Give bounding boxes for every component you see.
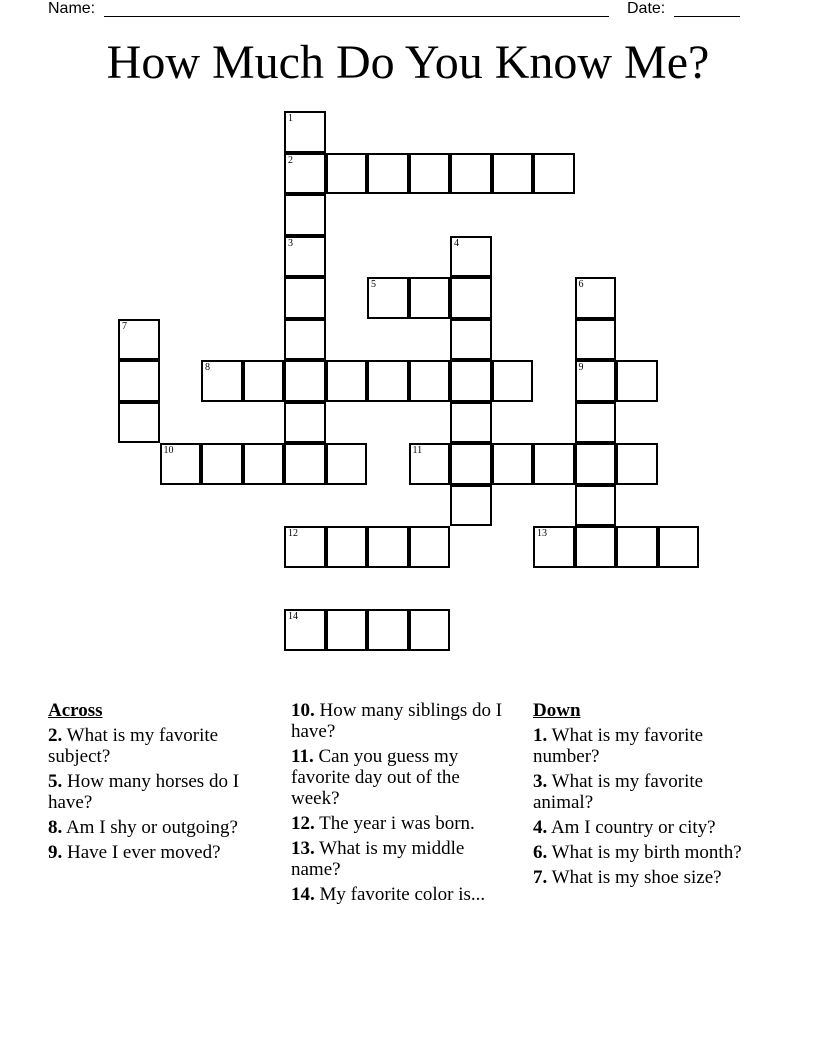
crossword-cell[interactable] <box>575 277 617 319</box>
clue-number-label: 14 <box>288 611 298 622</box>
crossword-cell[interactable] <box>284 319 326 361</box>
down-clues-column <box>533 700 748 892</box>
crossword-cell[interactable] <box>243 443 285 485</box>
crossword-cell[interactable] <box>575 402 617 444</box>
crossword-cell[interactable] <box>616 526 658 568</box>
crossword-cell[interactable] <box>367 609 409 651</box>
crossword-cell[interactable] <box>118 319 160 361</box>
clue-number-label: 13 <box>537 528 547 539</box>
crossword-cell[interactable] <box>118 402 160 444</box>
crossword-cell[interactable] <box>326 526 368 568</box>
crossword-cell[interactable] <box>616 443 658 485</box>
crossword-cell[interactable] <box>450 360 492 402</box>
across-clue: 10. How many siblings do I have? <box>291 700 503 742</box>
crossword-cell[interactable] <box>284 609 326 651</box>
clue-number-label: 9 <box>578 362 584 373</box>
crossword-cell[interactable] <box>284 236 326 278</box>
across-clue: 9. Have I ever moved? <box>48 842 221 863</box>
crossword-cell[interactable] <box>409 443 451 485</box>
crossword-cell[interactable] <box>450 153 492 195</box>
clue-number-label: 5 <box>371 279 376 290</box>
crossword-cell[interactable] <box>243 360 285 402</box>
crossword-cell[interactable] <box>118 360 160 402</box>
clue-number-label: 8 <box>205 362 210 373</box>
across-clues-column-2 <box>291 700 511 909</box>
crossword-cell[interactable] <box>284 443 326 485</box>
crossword-cell[interactable] <box>533 526 575 568</box>
crossword-cell[interactable] <box>409 360 451 402</box>
clue-number-label: 7 <box>122 320 127 332</box>
crossword-cell[interactable] <box>326 360 368 402</box>
crossword-cell[interactable] <box>409 609 451 651</box>
crossword-cell[interactable] <box>160 443 202 485</box>
crossword-cell[interactable] <box>284 111 326 153</box>
crossword-cell[interactable] <box>367 526 409 568</box>
crossword-cell[interactable] <box>284 402 326 444</box>
across-clue: 11. Can you guess my favorite day out of the week? <box>291 746 460 809</box>
across-clue: 8. Am I shy or outgoing? <box>48 817 238 838</box>
across-heading: Across <box>48 700 103 721</box>
clue-number-label: 3 <box>288 237 293 249</box>
crossword-cell[interactable] <box>201 360 243 402</box>
crossword-cell[interactable] <box>492 153 534 195</box>
across-clue: 5. How many horses do I have? <box>48 771 240 813</box>
crossword-cell[interactable] <box>326 153 368 195</box>
crossword-cell[interactable] <box>450 277 492 319</box>
crossword-cell[interactable] <box>658 526 700 568</box>
clue-number-label: 12 <box>288 528 298 539</box>
crossword-cell[interactable] <box>450 236 492 278</box>
crossword-cell[interactable] <box>326 443 368 485</box>
crossword-cell[interactable] <box>450 485 492 527</box>
crossword-cell[interactable] <box>575 360 617 402</box>
page-title: How Much Do You Know Me? <box>106 36 710 89</box>
down-clue: 4. Am I country or city? <box>533 817 716 838</box>
crossword-cell[interactable] <box>367 360 409 402</box>
down-clue: 6. What is my birth month? <box>533 842 742 863</box>
crossword-cell[interactable] <box>284 194 326 236</box>
crossword-cell[interactable] <box>284 277 326 319</box>
crossword-cell[interactable] <box>492 443 534 485</box>
crossword-cell[interactable] <box>533 153 575 195</box>
crossword-cell[interactable] <box>492 360 534 402</box>
down-clue: 3. What is my favorite animal? <box>533 771 704 813</box>
crossword-cell[interactable] <box>367 277 409 319</box>
crossword-cell[interactable] <box>450 319 492 361</box>
crossword-cell[interactable] <box>409 526 451 568</box>
across-clues-column-1 <box>48 700 263 867</box>
across-clue: 12. The year i was born. <box>291 813 475 834</box>
crossword-cell[interactable] <box>326 609 368 651</box>
date-label: Date: <box>627 0 666 17</box>
crossword-cell[interactable] <box>409 277 451 319</box>
clue-number-label: 11 <box>412 445 423 456</box>
crossword-cell[interactable] <box>450 402 492 444</box>
crossword-cell[interactable] <box>575 485 617 527</box>
crossword-cell[interactable] <box>284 526 326 568</box>
clue-number-label: 1 <box>288 113 293 124</box>
across-clue: 14. My favorite color is... <box>291 884 486 905</box>
crossword-cell[interactable] <box>575 319 617 361</box>
name-label: Name: <box>48 0 96 17</box>
down-heading: Down <box>533 700 581 721</box>
down-clue: 7. What is my shoe size? <box>533 867 722 888</box>
crossword-cell[interactable] <box>450 443 492 485</box>
crossword-cell[interactable] <box>575 443 617 485</box>
crossword-cell[interactable] <box>616 360 658 402</box>
crossword-cell[interactable] <box>367 153 409 195</box>
crossword-cell[interactable] <box>533 443 575 485</box>
crossword-cell[interactable] <box>409 153 451 195</box>
clue-number-label: 4 <box>454 237 459 249</box>
clue-number-label: 2 <box>288 154 293 166</box>
across-clue: 2. What is my favorite subject? <box>48 725 219 767</box>
crossword-cell[interactable] <box>284 360 326 402</box>
clue-number-label: 10 <box>163 445 174 456</box>
clue-number-label: 6 <box>578 279 584 290</box>
down-clue: 1. What is my favorite number? <box>533 725 704 767</box>
across-clue: 13. What is my middle name? <box>291 838 465 880</box>
crossword-cell[interactable] <box>575 526 617 568</box>
crossword-cell[interactable] <box>284 153 326 195</box>
crossword-cell[interactable] <box>201 443 243 485</box>
